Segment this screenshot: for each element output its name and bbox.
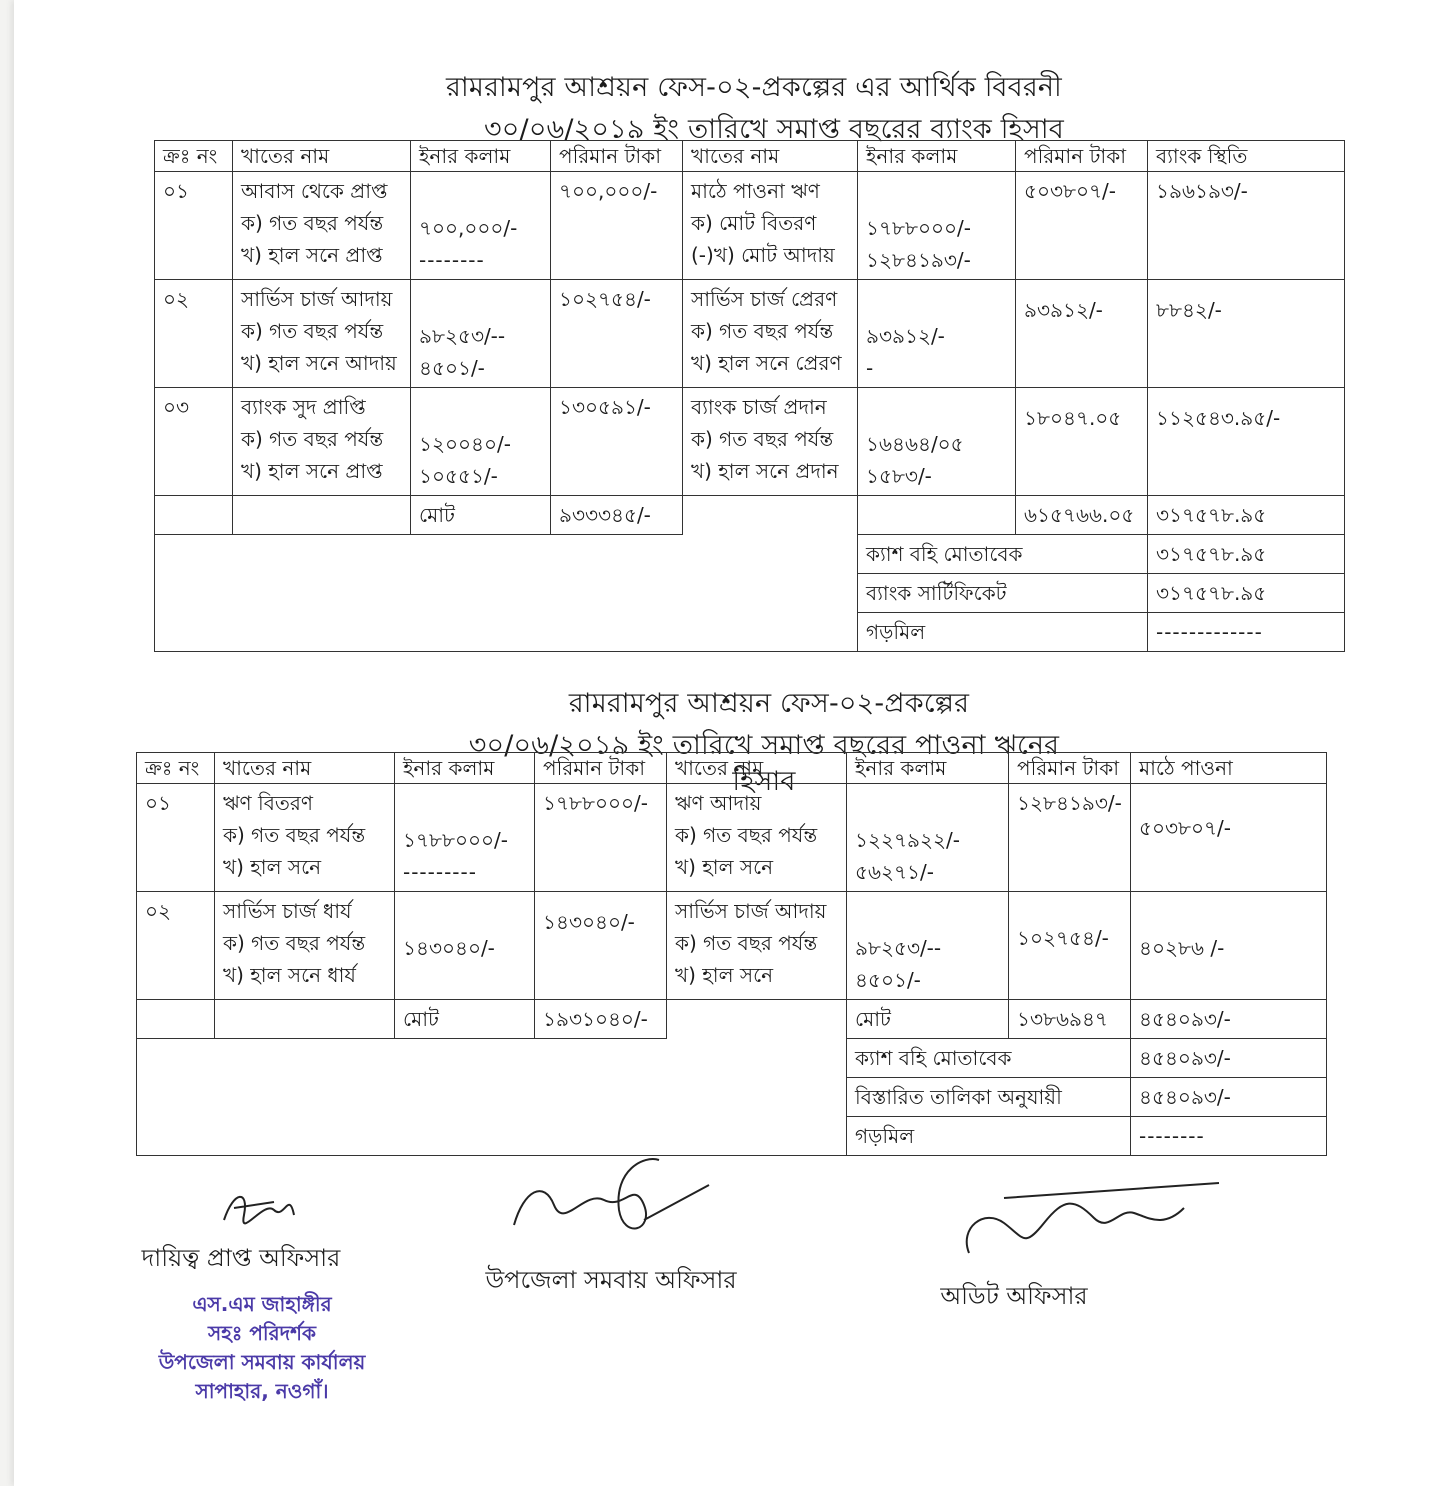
row-serial: ০১ (137, 784, 215, 892)
summary-row (137, 1039, 1327, 1078)
summary-value: ৩১৭৫৭৮.৯৫ (1148, 535, 1345, 574)
stamp-office: উপজেলা সমবায় কার্যালয় (158, 1350, 366, 1374)
total-amount: ৯৩৩৩৪৫/- (551, 496, 683, 535)
summary-label: বিস্তারিত তালিকা অনুযায়ী (847, 1078, 1131, 1117)
summary-value: ৪৫৪০৯৩/- (1131, 1039, 1327, 1078)
row-serial: ০১ (155, 172, 233, 280)
row-left-amount: ১৭৮৮০০০/- (535, 784, 667, 892)
table-row (137, 892, 1327, 1000)
right-total-label: মোট (847, 1000, 1009, 1039)
row-serial: ০২ (155, 280, 233, 388)
header-amount-right: পরিমান টাকা (1016, 141, 1148, 172)
report2-title-line2: ৩০/০৬/২০১৯ ইং তারিখে সমাপ্ত বছরের পাওনা ঋনের হিসাব (468, 730, 1060, 797)
stamp-designation: সহঃ পরিদর্শক (208, 1321, 316, 1345)
header-bank-balance: ব্যাংক স্থিতি (1148, 141, 1345, 172)
signature-title: অডিট অফিসার (940, 1282, 1088, 1310)
right-total-amount: ১৩৮৬৯৪৭ (1009, 1000, 1131, 1039)
row-balance: ৮৮৪২/- (1148, 280, 1345, 388)
summary-value: ৩১৭৫৭৮.৯৫ (1148, 574, 1345, 613)
row-left-inner: ১৪৩০৪০/- (395, 892, 535, 1000)
header-field-receivable: মাঠে পাওনা (1131, 753, 1327, 784)
table-row (155, 280, 1345, 388)
row-right-items: ব্যাংক চার্জ প্রদান ক) গত বছর পর্যন্ত খ) হাল সনে প্রদান (683, 388, 858, 496)
row-left-items: সার্ভিস চার্জ ধার্য ক) গত বছর পর্যন্ত খ) হাল সনে ধার্য (215, 892, 395, 1000)
header-amount: পরিমান টাকা (535, 753, 667, 784)
signature-title: উপজেলা সমবায় অফিসার (485, 1266, 737, 1294)
right-total-balance: ৩১৭৫৭৮.৯৫ (1148, 496, 1345, 535)
row-right-items: সার্ভিস চার্জ আদায় ক) গত বছর পর্যন্ত খ) হাল সনে (667, 892, 847, 1000)
row-left-amount: ১০২৭৫৪/- (551, 280, 683, 388)
summary-row (155, 535, 1345, 574)
summary-label: ক্যাশ বহি মোতাবেক (847, 1039, 1131, 1078)
row-left-items: আবাস থেকে প্রাপ্ত ক) গত বছর পর্যন্ত খ) হাল সনে প্রাপ্ত (233, 172, 411, 280)
row-left-inner: ১২০০৪০/- ১০৫৫১/- (411, 388, 551, 496)
table-row (137, 784, 1327, 892)
row-right-inner: ১২২৭৯২২/- ৫৬২৭১/- (847, 784, 1009, 892)
header-amount: পরিমান টাকা (551, 141, 683, 172)
header-inner-column: ইনার কলাম (411, 141, 551, 172)
total-label: মোট (395, 1000, 535, 1039)
row-right-inner: ১৭৮৮০০০/- ১২৮৪১৯৩/- (858, 172, 1016, 280)
row-right-amount: ৯৩৯১২/- (1016, 280, 1148, 388)
row-balance: ১৯৬১৯৩/- (1148, 172, 1345, 280)
summary-label: গড়মিল (847, 1117, 1131, 1156)
table-row (155, 388, 1345, 496)
summary-value: ------------- (1148, 613, 1345, 652)
row-left-inner: ১৭৮৮০০০/- --------- (395, 784, 535, 892)
row-serial: ০৩ (155, 388, 233, 496)
header-inner-column-right: ইনার কলাম (858, 141, 1016, 172)
header-account-name-right: খাতের নাম (683, 141, 858, 172)
row-right-inner: ৯৮২৫৩/-- ৪৫০১/- (847, 892, 1009, 1000)
summary-value: ৪৫৪০৯৩/- (1131, 1078, 1327, 1117)
row-right-items: ঋণ আদায় ক) গত বছর পর্যন্ত খ) হাল সনে (667, 784, 847, 892)
header-serial: ক্রঃ নং (137, 753, 215, 784)
signature-block-officer-in-charge (126, 1240, 356, 1280)
signature-block-upazila-cooperative-officer (476, 1262, 746, 1302)
row-left-items: সার্ভিস চার্জ আদায় ক) গত বছর পর্যন্ত খ) হাল সনে আদায় (233, 280, 411, 388)
document-page (14, 0, 1440, 1486)
table-header-row (137, 753, 1327, 784)
right-total-amount: ৬১৫৭৬৬.০৫ (1016, 496, 1148, 535)
row-left-inner: ৭০০,০০০/- -------- (411, 172, 551, 280)
bank-account-table (154, 140, 1345, 652)
total-row (155, 496, 1345, 535)
row-balance: ৪০২৮৬ /- (1131, 892, 1327, 1000)
signature-block-audit-officer (914, 1278, 1114, 1318)
summary-label: গড়মিল (858, 613, 1148, 652)
row-right-amount: ৫০৩৮০৭/- (1016, 172, 1148, 280)
row-right-amount: ১০২৭৫৪/- (1009, 892, 1131, 1000)
stamp-name: এস.এম জাহাঙ্গীর (192, 1292, 332, 1316)
table-row (155, 172, 1345, 280)
row-left-amount: ১৩০৫৯১/- (551, 388, 683, 496)
total-label: মোট (411, 496, 551, 535)
row-serial: ০২ (137, 892, 215, 1000)
row-left-items: ব্যাংক সুদ প্রাপ্তি ক) গত বছর পর্যন্ত খ) হাল সনে প্রাপ্ত (233, 388, 411, 496)
header-serial: ক্রঃ নং (155, 141, 233, 172)
row-left-amount: ১৪৩০৪০/- (535, 892, 667, 1000)
report1-title-line2: ৩০/০৬/২০১৯ ইং তারিখে সমাপ্ত বছরের ব্যাংক হিসাব (484, 114, 1064, 145)
row-left-items: ঋণ বিতরণ ক) গত বছর পর্যন্ত খ) হাল সনে (215, 784, 395, 892)
report1-title-line1: রামরামপুর আশ্রয়ন ফেস-০২-প্রকল্পের এর আর্থিক বিবরনী (446, 72, 1062, 103)
signature-title: দায়িত্ব প্রাপ্ত অফিসার (141, 1244, 341, 1272)
official-stamp (132, 1290, 392, 1406)
header-account-name-right: খাতের নাম (667, 753, 847, 784)
stamp-location: সাপাহার, নওগাঁ। (195, 1379, 329, 1403)
header-amount-right: পরিমান টাকা (1009, 753, 1131, 784)
signature-2-scribble (494, 1150, 724, 1245)
row-right-items: মাঠে পাওনা ঋণ ক) মোট বিতরণ (-)খ) মোট আদায় (683, 172, 858, 280)
header-account-name: খাতের নাম (215, 753, 395, 784)
summary-value: -------- (1131, 1117, 1327, 1156)
report2-title-line1: রামরামপুর আশ্রয়ন ফেস-০২-প্রকল্পের (568, 688, 970, 719)
row-right-amount: ১৮০৪৭.০৫ (1016, 388, 1148, 496)
row-left-amount: ৭০০,০০০/- (551, 172, 683, 280)
total-amount: ১৯৩১০৪০/- (535, 1000, 667, 1039)
row-left-inner: ৯৮২৫৩/-- ৪৫০১/- (411, 280, 551, 388)
signature-1-scribble (204, 1180, 314, 1240)
row-right-inner: ৯৩৯১২/- - (858, 280, 1016, 388)
header-account-name: খাতের নাম (233, 141, 411, 172)
row-balance: ১১২৫৪৩.৯৫/- (1148, 388, 1345, 496)
row-right-items: সার্ভিস চার্জ প্রেরণ ক) গত বছর পর্যন্ত খ) হাল সনে প্রেরণ (683, 280, 858, 388)
summary-label: ব্যাংক সার্টিফিকেট (858, 574, 1148, 613)
row-balance: ৫০৩৮০৭/- (1131, 784, 1327, 892)
summary-label: ক্যাশ বহি মোতাবেক (858, 535, 1148, 574)
header-inner-column: ইনার কলাম (395, 753, 535, 784)
loan-receivable-table (136, 752, 1327, 1156)
signature-3-scribble (944, 1178, 1224, 1268)
table-header-row (155, 141, 1345, 172)
total-row (137, 1000, 1327, 1039)
row-right-amount: ১২৮৪১৯৩/- (1009, 784, 1131, 892)
right-total-balance: ৪৫৪০৯৩/- (1131, 1000, 1327, 1039)
header-inner-column-right: ইনার কলাম (847, 753, 1009, 784)
row-right-inner: ১৬৪৬৪/০৫ ১৫৮৩/- (858, 388, 1016, 496)
